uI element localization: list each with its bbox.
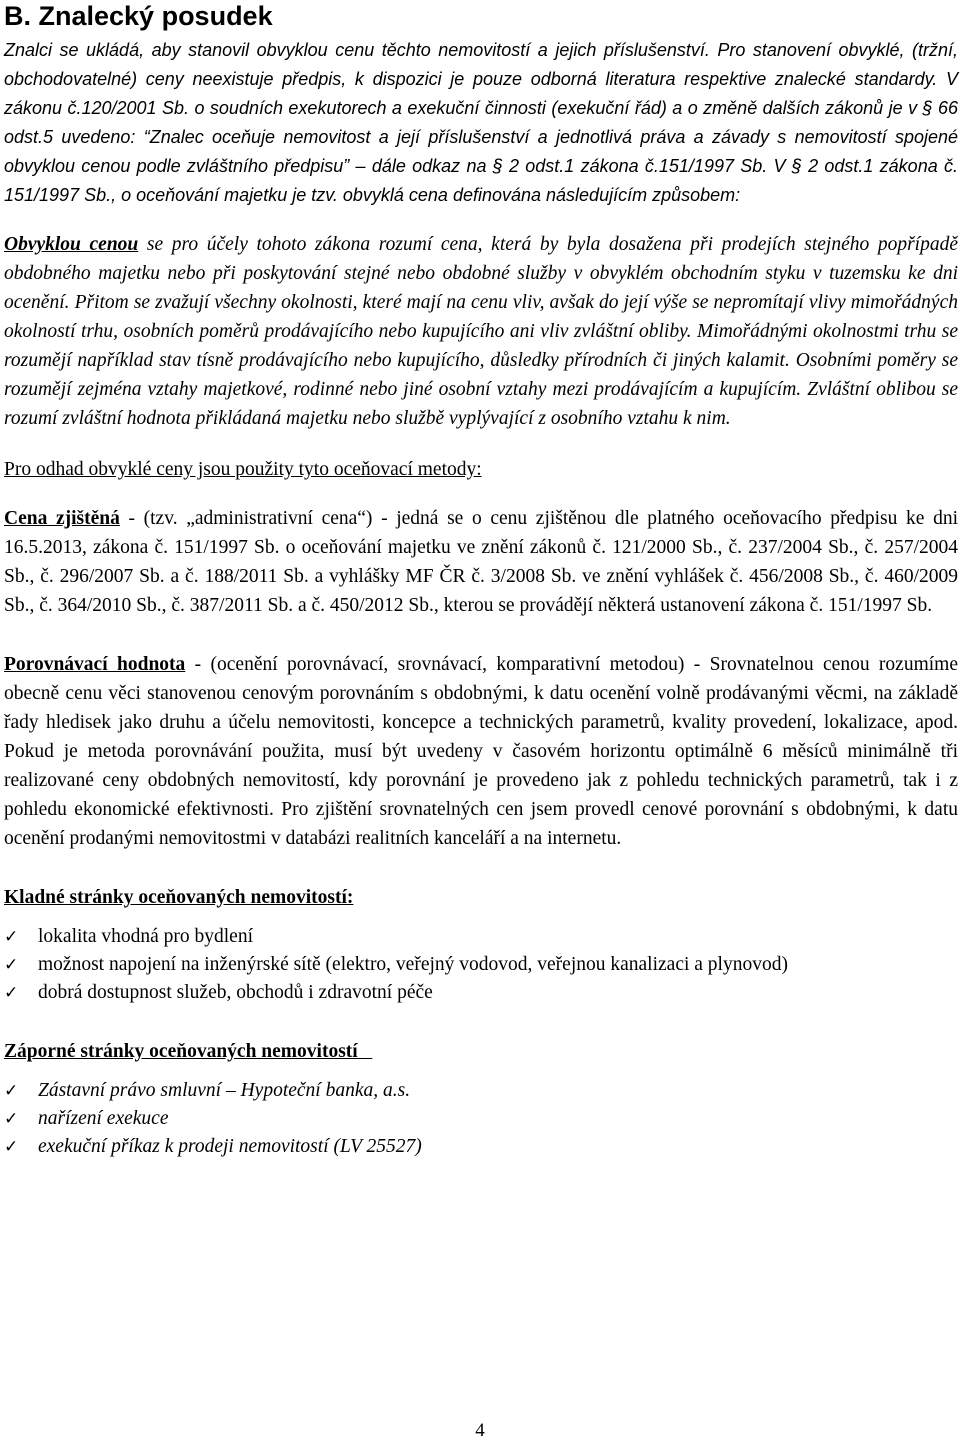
document-page — [4, 0, 958, 1161]
check-icon: ✓ — [4, 983, 19, 1003]
methods-heading-text: Pro odhad obvyklé ceny jsou použity tyto oceňovací metody: — [4, 459, 482, 480]
positives-heading — [4, 883, 958, 912]
list-item: ✓ exekuční příkaz k prodeji nemovitostí (LV 25527) — [4, 1133, 958, 1161]
page-number: 4 — [475, 1420, 485, 1441]
method-comparative-term: Porovnávací hodnota — [4, 654, 186, 675]
check-icon: ✓ — [4, 1137, 19, 1157]
method-cost-text: - (tzv. „administrativní cena“) - jedná se o cenu zjištěnou dle platného oceňovacího předpisu ke dni 16.5.2013, zákona č. 151/1997 Sb. o oceňování majetku ve znění zákonů č. 121/2000 Sb., č. 237/2004 Sb., č. 257/2004 Sb., č. 296/2007 Sb. a č. 188/2011 Sb. a vyhlášky MF ČR č. 3/2008 Sb. ve znění vyhlášek č. 456/2008 Sb., č. 460/2009 Sb., č. 364/2010 Sb., č. 387/2011 Sb. a č. 450/2012 Sb., kterou se provádějí některá ustanovení zákona č. 151/1997 Sb. — [4, 508, 958, 616]
intro-paragraph: Znalci se ukládá, aby stanovil obvyklou cenu těchto nemovitostí a jejich příslušenství. Pro stanovení obvyklé, (tržní, obchodovatelné) ceny neexistuje předpis, k dispozici je pouze odborná literatura respektive znalecké standardy. V zákonu č.120/2001 Sb. o soudních exekutorech a exekuční činnosti (exekuční řád) a o změně dalších zákonů je v § 66 odst.5 uvedeno: “Znalec oceňuje nemovitost a její příslušenství a jednotlivá práva a závady s nemovitostí spojené obvyklou cenou podle zvláštního předpisu” – dále odkaz na § 2 odst.1 zákona č.151/1997 Sb. V § 2 odst.1 zákona č. 151/1997 Sb., o oceňování majetku je tzv. obvyklá cena definována následujícím způsobem: — [4, 40, 958, 205]
definition-text: se pro účely tohoto zákona rozumí cena, která by byla dosažena při prodejích stejného popřípadě obdobného majetku nebo při poskytování stejné nebo obdobné služby v obvyklém obchodním styku v tuzemsku ke dni ocenění. Přitom se zvažují všechny okolnosti, které mají na cenu vliv, avšak do její výše se nepromítají vlivy mimořádných okolností trhu, osobních poměrů prodávajícího nebo kupujícího ani vliv zvláštní obliby. Mimořádnými okolnostmi trhu se rozumějí například stav tísně prodávajícího nebo kupujícího, důsledky přírodních či jiných kalamit. Osobními poměry se rozumějí zejména vztahy majetkové, rodinné nebo jiné osobní vztahy mezi prodávajícím a kupujícím. Zvláštní oblibou se rozumí zvláštní hodnota přikládaná majetku nebo službě vyplývající z osobního vztahu k nim. — [4, 234, 959, 429]
method-cost-paragraph — [4, 504, 958, 620]
definition-paragraph — [4, 230, 958, 433]
check-icon: ✓ — [4, 1081, 19, 1101]
list-item: ✓ lokalita vhodná pro bydlení — [4, 923, 958, 951]
list-item: ✓ nařízení exekuce — [4, 1105, 958, 1133]
check-icon: ✓ — [4, 927, 19, 947]
positives-heading-text: Kladné stránky oceňovaných nemovitostí: — [4, 887, 354, 908]
positives-list — [4, 923, 958, 1007]
negatives-heading — [4, 1037, 958, 1066]
method-comparative-text: - (ocenění porovnávací, srovnávací, komparativní metodou) - Srovnatelnou cenou rozumíme obecně cenu věci stanovenou cenovým porovnáním s obdobnými, k datu ocenění volně prodávanými věcmi, na základě řady hledisek jako druhu a účelu nemovitosti, koncepce a technických parametrů, kvality provedení, lokalizace, apod. Pokud je metoda porovnávání použita, musí být uvedeny v časovém horizontu optimálně 6 měsíců minimálně tři realizované ceny obdobných nemovitostí, kdy porovnání je provedeno jak z pohledu technických parametrů, tak i z pohledu ekonomické efektivnosti. Pro zjištění srovnatelných cen jsem provedl cenové porovnání s obdobnými, k datu ocenění prodanými nemovitostmi v databázi realitních kanceláří a na internetu. — [4, 654, 958, 849]
section-title: B. Znalecký posudek — [4, 1, 273, 31]
method-comparative-paragraph — [4, 650, 958, 853]
negatives-heading-text: Záporné stránky oceňovaných nemovitostí — [4, 1041, 358, 1062]
check-icon: ✓ — [4, 1109, 19, 1129]
list-item: ✓ Zástavní právo smluvní – Hypoteční banka, a.s. — [4, 1077, 958, 1105]
list-item: ✓ dobrá dostupnost služeb, obchodů i zdravotní péče — [4, 979, 958, 1007]
method-cost-term: Cena zjištěná — [4, 508, 120, 529]
definition-term: Obvyklou cenou — [4, 234, 139, 255]
methods-heading — [4, 455, 958, 484]
check-icon: ✓ — [4, 955, 19, 975]
negatives-list — [4, 1077, 958, 1161]
list-item: ✓ možnost napojení na inženýrské sítě (elektro, veřejný vodovod, veřejnou kanalizaci a plynovod) — [4, 951, 958, 979]
